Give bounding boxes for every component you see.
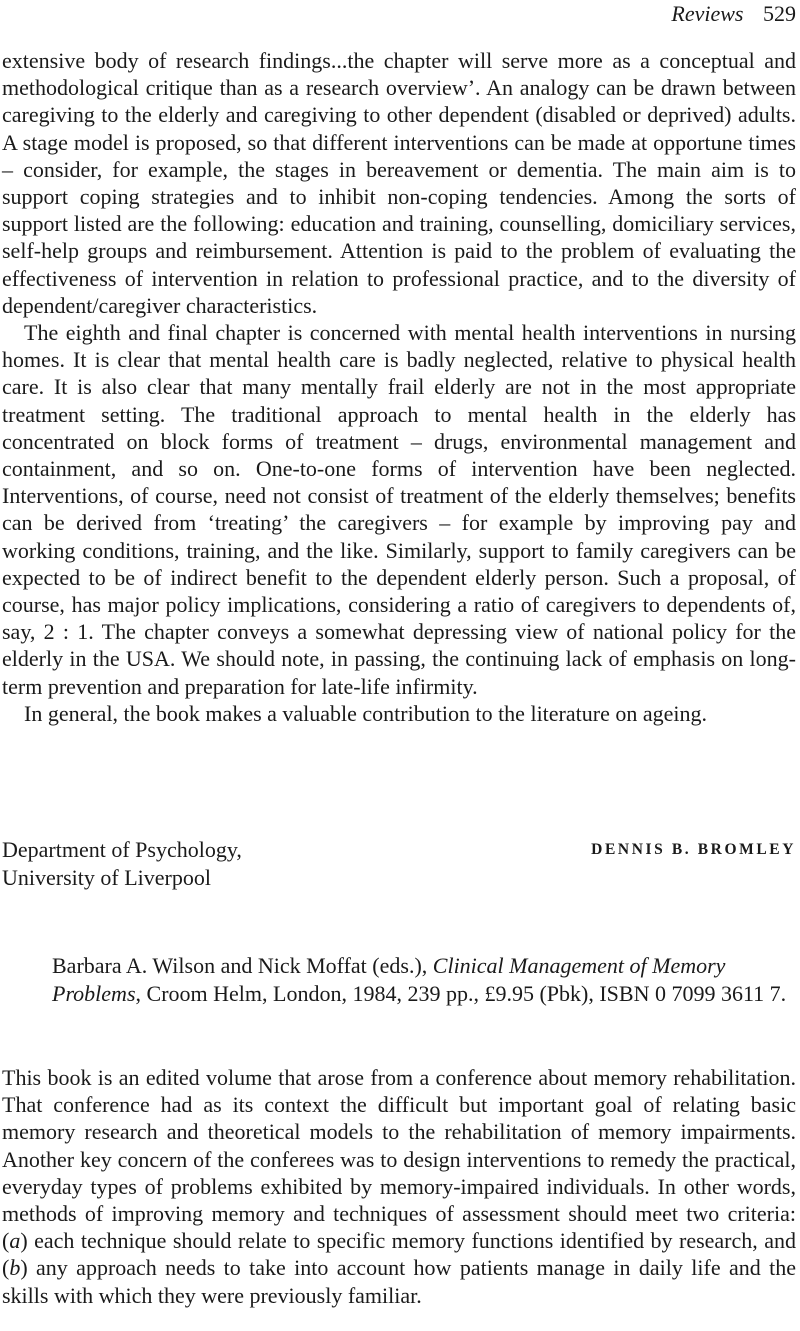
paragraph-continued: extensive body of research findings...the chapter will serve more as a conceptual and methodological critique than as a research overview’. An analogy can be drawn between caregiving to the elderly and caregiving to other dependent (disabled or deprived) adults. A stage model is proposed, so that different interventions can be made at opportune times – consider, for example, the stages in bereavement or dementia. The main aim is to support coping strategies and to inhibit non-coping tendencies. Among the sorts of support listed are the following: education and training, counselling, domiciliary services, self-help groups and reimbursement. Attention is paid to the problem of evaluating the effectiveness of intervention in relation to professional practice, and to the diversity of dependent/caregiver characteristics. (2, 48, 796, 318)
running-head (671, 0, 796, 28)
affiliation-line-2: University of Liverpool (2, 865, 211, 890)
review-signature (2, 836, 796, 892)
book-citation (52, 952, 792, 1008)
citation-title: Clinical Management of Memory Problems (52, 953, 726, 1006)
paragraph-eighth-chapter: The eighth and final chapter is concerned with mental health interventions in nursing homes. It is clear that mental health care is badly neglected, relative to physical health care. It is also clear that many mentally frail elderly are not in the most appropriate treatment setting. The traditional approach to mental health in the elderly has concentrated on block forms of treatment – drugs, environmental management and containment, and so on. One-to-one forms of intervention have been neglected. Interventions, of course, need not consist of treatment of the elderly themselves; benefits can be derived from ‘treating’ the caregivers – for example by improving pay and working conditions, training, and the like. Similarly, support to family caregivers can be expected to be of indirect benefit to the dependent elderly person. Such a proposal, of course, has major policy implications, considering a ratio of caregivers to dependents of, say, 2 : 1. The chapter conveys a somewhat depressing view of national policy for the elderly in the USA. We should note, in passing, the continuing lack of emphasis on long-term prevention and preparation for late-life infirmity. (2, 320, 796, 699)
review-body-new (2, 1064, 796, 1309)
running-head-section: Reviews (671, 1, 744, 26)
paragraph-text-3: ) any approach needs to take into account how patients manage in daily life and the skills with which they were previously familiar. (2, 1255, 796, 1308)
citation-details: , Croom Helm, London, 1984, 239 pp., £9.95 (Pbk), ISBN 0 7099 3611 7. (135, 981, 787, 1006)
citation-authors: Barbara A. Wilson and Nick Moffat (eds.), (52, 953, 433, 978)
review-body-continued (2, 47, 796, 727)
paragraph-text-2: ) each technique should relate to specific memory functions identified by research, and ( (2, 1228, 796, 1281)
page-number: 529 (763, 1, 796, 26)
paragraph-conclusion: In general, the book makes a valuable contribution to the literature on ageing. (24, 700, 707, 726)
paragraph-opening (2, 1064, 796, 1309)
marker-b: b (9, 1255, 21, 1281)
reviewer-name: DENNIS B. BROMLEY (591, 841, 796, 858)
marker-a: a (9, 1228, 21, 1254)
affiliation-line-1: Department of Psychology, (2, 837, 242, 862)
paragraph-text-1: This book is an edited volume that arose from a conference about memory rehabilitation. That conference had as its context the difficult but important goal of relating basic memory research and theoretical models to the rehabilitation of memory impairments. Another key concern of the conferees was to design interventions to remedy the practical, everyday types of problems exhibited by memory-impaired individuals. In other words, methods of improving memory and techniques of assessment should meet two criteria: ( (2, 1065, 796, 1254)
